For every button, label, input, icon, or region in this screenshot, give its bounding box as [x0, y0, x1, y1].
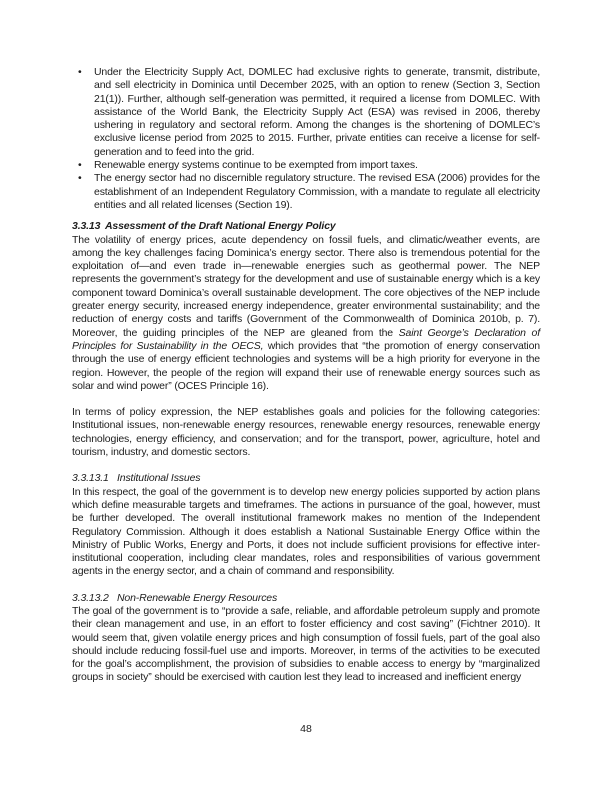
- bullet-text: Renewable energy systems continue to be exempted from import taxes.: [94, 159, 418, 172]
- paragraph-text: which provides that “the promotion of energy conservation through the use of energy efficient technologies and systems will be a high priority for everyone in the region. However, the people of the region will expand their use of renewable energy sources such as solar and wind power” (OCES Principle 16).: [72, 339, 540, 392]
- subsection-title: Non-Renewable Energy Resources: [117, 591, 278, 604]
- subsection-number: 3.3.13.2: [72, 591, 109, 604]
- bullet-item-import-taxes: [72, 159, 540, 172]
- bullet-list: [72, 66, 540, 212]
- bullet-text: The energy sector had no discernible regulatory structure. The revised ESA (2006) provides for the establishment of an Independent Regulatory Commission, with a mandate to regulate all electricity entities and all related licenses (Section 19).: [94, 172, 540, 211]
- paragraph-non-renewable: The goal of the government is to “provide a safe, reliable, and affordable petroleum supply and promote their clean management and use, in an effort to foster efficiency and cost saving” (Fichtner 2010). It would seem that, given volatile energy prices and high consumption of fossil fuels, part of the goal also should include reducing fossil-fuel use and imports. Moreover, in terms of the activities to be executed for the goal’s accomplishment, the provision of subsidies to enable access to energy by “marginalized groups in society” should be exercised with caution lest they lead to increased and inefficient energy: [72, 604, 540, 684]
- italic-citation-saint-george: Saint George’s Declaration of Principles for Sustainability in the OECS,: [72, 326, 540, 352]
- bullet-item-domlec-rights: [72, 66, 540, 159]
- page-number: 48: [300, 723, 312, 735]
- subsection-title: Institutional Issues: [117, 472, 201, 485]
- bullet-text: Under the Electricity Supply Act, DOMLEC had exclusive rights to generate, transmit, distribute, and sell electricity in Dominica until December 2025, with an option to renew (Section 3, Section 21(1)). Further, although self-generation was permitted, it required a license from DOMLEC. With assistance of the World Bank, the Electricity Supply Act (ESA) was revised in 2006, thereby ushering in regulatory and sectoral reform. Among the changes is the shortening of DOMLEC’s exclusive license period from 2025 to 2015. Further, private entities can receive a license for self-generation and to feed into the grid.: [94, 66, 540, 158]
- subsection-heading-non-renewable: [72, 592, 540, 605]
- paragraph-institutional-issues: In this respect, the goal of the government is to develop new energy policies supported by action plans which define measurable targets and timeframes. The actions in pursuance of the goal, however, must be further developed. The overall institutional framework makes no mention of the Independent Regulatory Commission. Although it does establish a National Sustainable Energy Office within the Ministry of Public Works, Energy and Ports, it does not include sufficient provisions for effective inter-institutional cooperation, including clear mandates, roles and responsibilities of various government agents in the energy sector, and a chain of command and responsibility.: [72, 485, 540, 578]
- paragraph-nep-assessment: [72, 234, 540, 394]
- paragraph-policy-expression: In terms of policy expression, the NEP establishes goals and policies for the following categories: Institutional issues, non-renewable energy resources, renewable energy resources, renewable energy technologies, energy efficiency, and conservation; and for the transport, power, agriculture, hotel and tourism, industry, and domestic sectors.: [72, 406, 540, 459]
- bullet-item-regulatory-structure: [72, 172, 540, 212]
- subsection-number: 3.3.13.1: [72, 472, 109, 485]
- paragraph-text: The volatility of energy prices, acute dependency on fossil fuels, and climatic/weather events, are among the key challenges facing Dominica’s energy sector. There also is tremendous potential for the exploitation of—and even trade in—renewable energies such as geothermal power. The NEP represents the government’s strategy for the development and use of sustainable energy which is a key component toward Dominica’s overall sustainable development. The core objectives of the NEP include greater energy security, increased energy independence, greater environmental sustainability; and the reduction of energy costs and tariffs (Government of the Commonwealth of Dominica 2010b, p. 7). Moreover, the guiding principles of the NEP are gleaned from the: [72, 233, 540, 339]
- bullet-icon: •: [78, 159, 82, 172]
- section-number: 3.3.13: [72, 220, 101, 233]
- section-title: Assessment of the Draft National Energy Policy: [105, 220, 336, 233]
- bullet-icon: •: [78, 172, 82, 185]
- section-heading-assessment: [72, 220, 540, 233]
- subsection-heading-institutional-issues: [72, 472, 540, 485]
- bullet-icon: •: [78, 66, 82, 78]
